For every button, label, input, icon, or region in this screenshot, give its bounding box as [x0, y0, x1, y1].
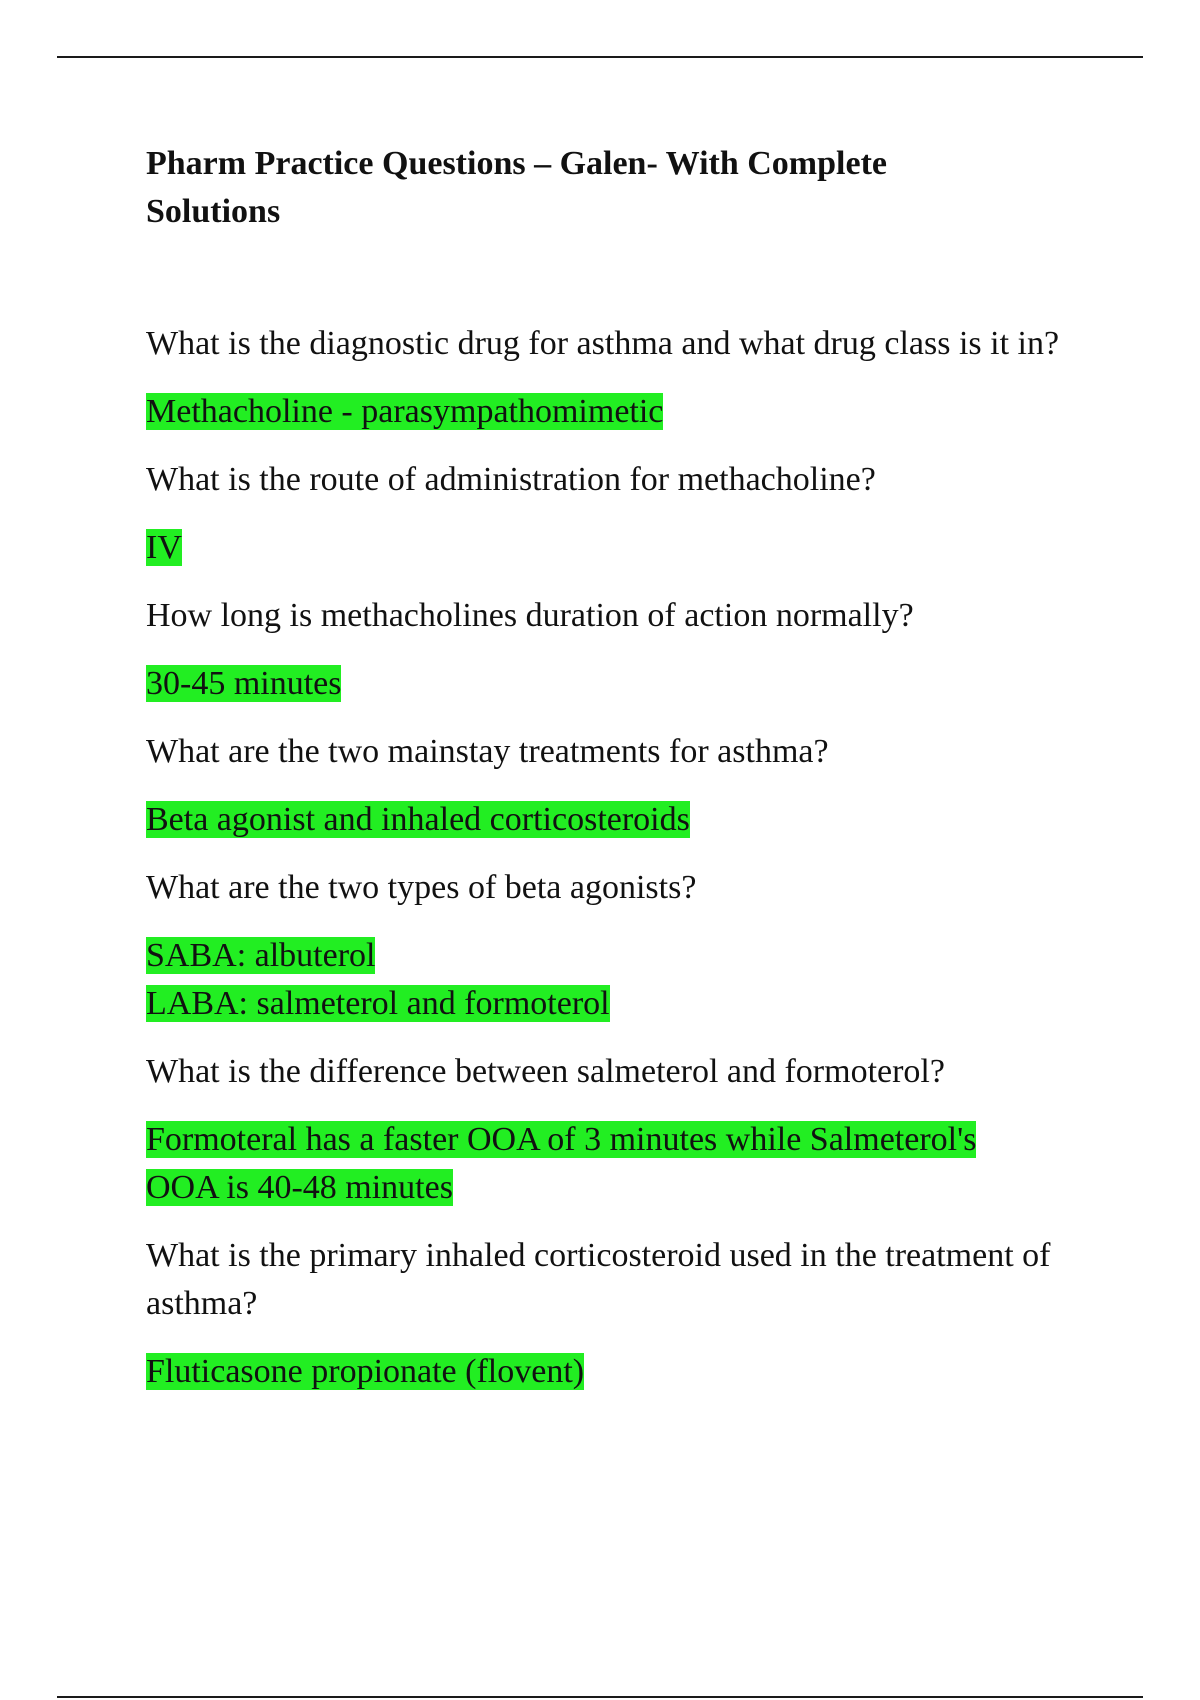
document-body: [146, 140, 1086, 1416]
question-7: What is the primary inhaled corticosteroid used in the treatment of asthma?: [146, 1237, 1051, 1322]
answer-5-line-2: LABA: salmeterol and formoterol: [146, 985, 610, 1022]
qa-list: [146, 320, 1086, 1396]
top-rule: [57, 56, 1143, 58]
answer-1-line-1: Methacholine - parasympathomimetic: [146, 393, 664, 430]
answer-6-line-1: Formoteral has a faster OOA of 3 minutes while Salmeterol's: [146, 1121, 977, 1158]
question-3: How long is methacholines duration of action normally?: [146, 597, 914, 634]
answer-3-line-1: 30-45 minutes: [146, 665, 342, 702]
answer-2-line-1: IV: [146, 529, 182, 566]
answer-4: [146, 796, 1086, 844]
answer-3: [146, 660, 1086, 708]
question-5: What are the two types of beta agonists?: [146, 869, 697, 906]
answer-4-line-1: Beta agonist and inhaled corticosteroids: [146, 801, 690, 838]
answer-7-line-1: Fluticasone propionate (flovent): [146, 1353, 585, 1390]
question-4: What are the two mainstay treatments for asthma?: [146, 733, 829, 770]
answer-6: [146, 1116, 1086, 1212]
answer-2: [146, 524, 1086, 572]
bottom-rule: [57, 1696, 1143, 1698]
answer-6-line-2: OOA is 40-48 minutes: [146, 1169, 453, 1206]
question-2: What is the route of administration for methacholine?: [146, 461, 876, 498]
answer-5-line-1: SABA: albuterol: [146, 937, 376, 974]
question-1: What is the diagnostic drug for asthma and what drug class is it in?: [146, 325, 1060, 362]
document-title: Pharm Practice Questions – Galen- With Complete Solutions: [146, 145, 887, 230]
answer-5: [146, 932, 1086, 1028]
question-6: What is the difference between salmeterol and formoterol?: [146, 1053, 945, 1090]
answer-7: [146, 1348, 1086, 1396]
answer-1: [146, 388, 1086, 436]
